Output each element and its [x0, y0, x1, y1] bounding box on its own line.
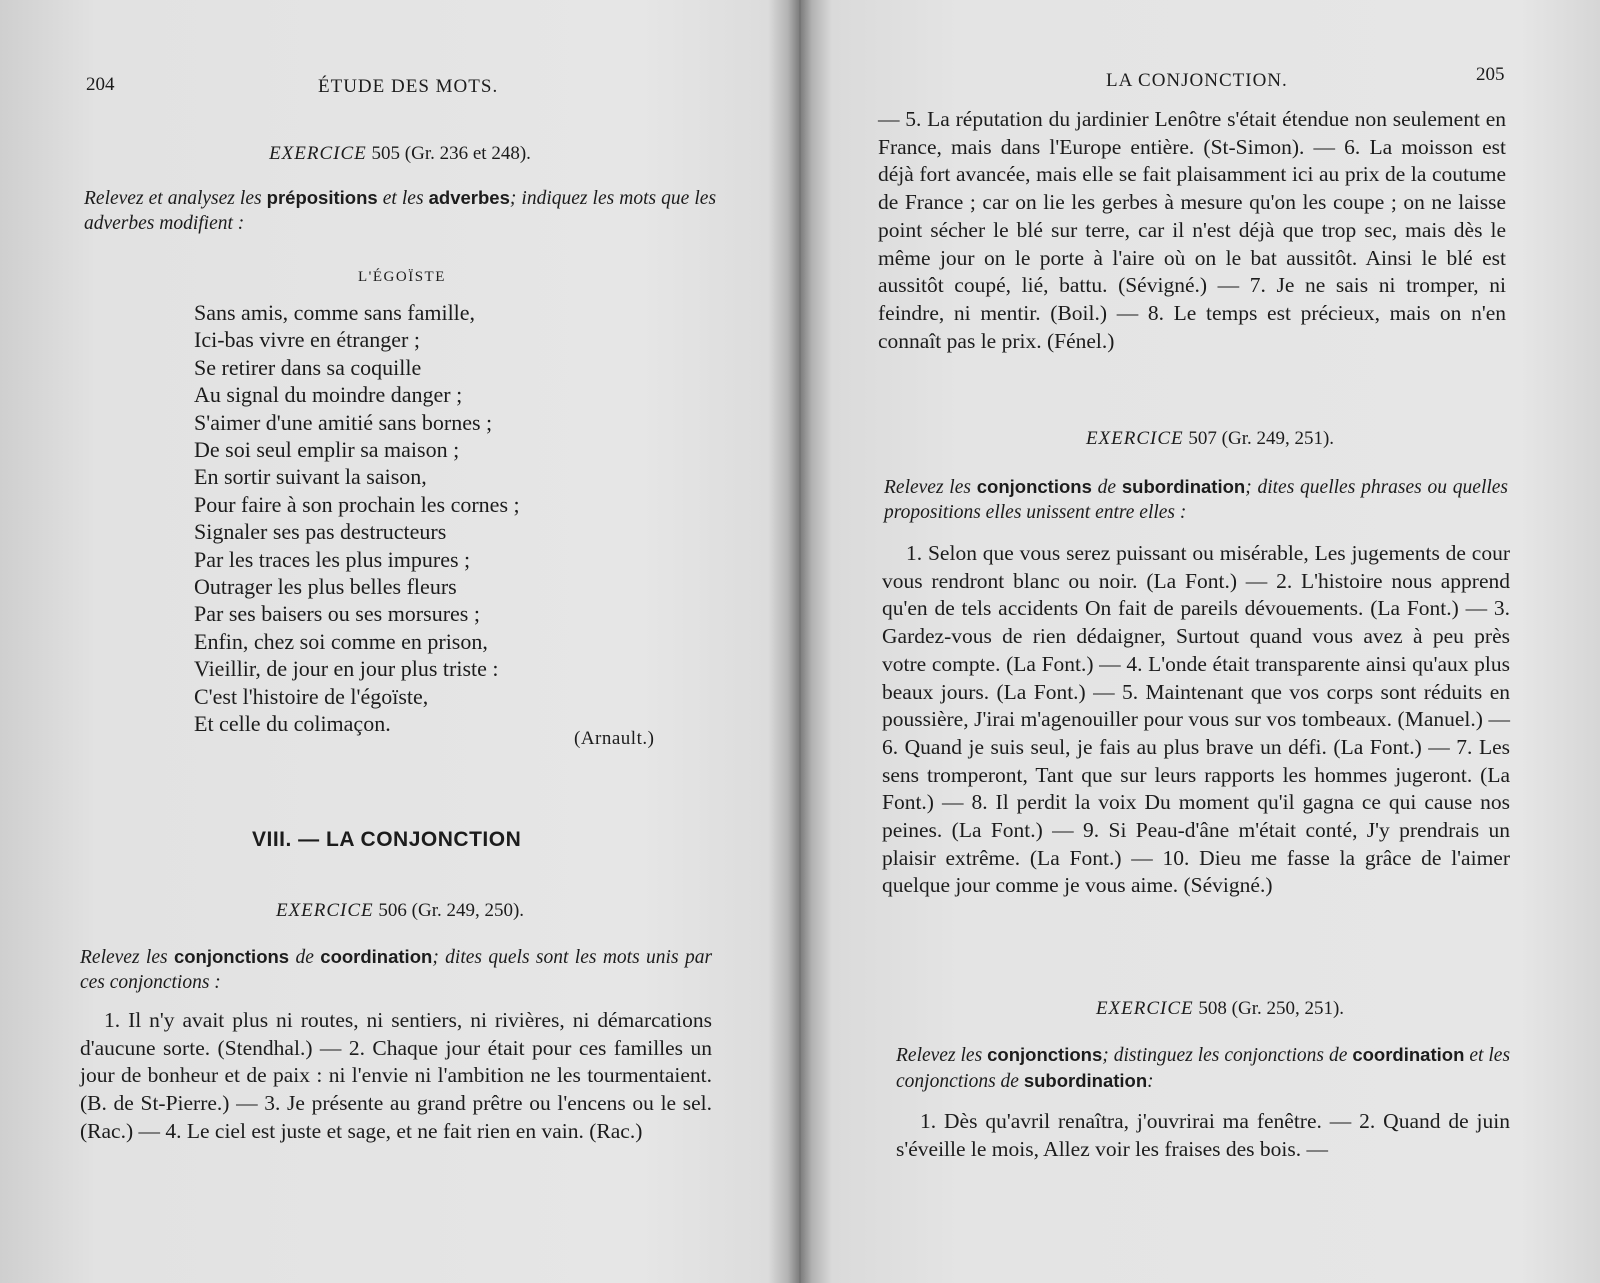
- poem-author: (Arnault.): [574, 728, 655, 749]
- exercise-507-instructions: Relevez les conjonctions de subordination; dites quelles phrases ou quelles propositions elles unissent entre elles :: [884, 476, 1509, 523]
- poem-line: Et celle du colimaçon.: [194, 711, 391, 737]
- exercise-506-heading: EXERCICE 506 (Gr. 249, 250).: [275, 900, 525, 921]
- poem-line: C'est l'histoire de l'égoïste,: [194, 683, 429, 709]
- page-number: 204: [86, 74, 115, 95]
- continued-text: — 5. La réputation du jardinier Lenôtre s'était étendue non seulement en France, mais dans l'Europe entière. (St-Simon). — 6. La moisson est déjà fort avancée, mais elle se fait plaisamment ici au prix de la coutume de France ; car on lie les gerbes à mesure qu'on les coupe ; on ne laisse point sécher le blé sur terre, car il n'est déjà que trop sec, mais dès le même jour on le porte à l'aire où on le bat aussitôt. Ainsi le blé est aussitôt coupé, lié, battu. (Sévigné.) — 7. Je ne sais ni tromper, ni feindre, ni mentir. (Boil.) — 8. Le temps est précieux, mais on n'en connaît pas le prix. (Fénel.): [878, 107, 1506, 353]
- exercise-505-heading: EXERCICE 505 (Gr. 236 et 248).: [269, 143, 531, 164]
- poem-line: Outrager les plus belles fleurs: [194, 574, 457, 600]
- exercise-507-heading: EXERCICE 507 (Gr. 249, 251).: [1085, 428, 1335, 449]
- poem-line: Par les traces les plus impures ;: [194, 546, 471, 572]
- poem-line: Par ses baisers ou ses morsures ;: [194, 601, 480, 627]
- poem-line: Sans amis, comme sans famille,: [194, 300, 476, 325]
- exercise-506-text: 1. Il n'y avait plus ni routes, ni sentiers, ni rivières, ni démarcations d'aucune sorte. (Stendhal.) — 2. Chaque jour était pour ces familles un jour de bonheur et de paix : ni l'envie ni l'ambition ne les tourmentaient. (B. de St-Pierre.) — 3. Je présente au grand prêtre ou l'encens ou le sel. (Rac.) — 4. Le ciel est juste et sage, et ne fait rien en vain. (Rac.): [80, 1008, 712, 1143]
- exercise-505-instructions: Relevez et analysez les prépositions et les adverbes; indiquez les mots que les adverbes modifient :: [84, 187, 717, 234]
- poem-line: De soi seul emplir sa maison ;: [194, 437, 460, 463]
- poem-line: Signaler ses pas destructeurs: [194, 519, 447, 545]
- poem-line: Pour faire à son prochain les cornes ;: [194, 491, 520, 517]
- exercise-506-instructions: Relevez les conjonctions de coordination; dites quels sont les mots unis par ces conjonctions :: [80, 946, 713, 993]
- page-number: 205: [1476, 64, 1505, 85]
- poem-line: Se retirer dans sa coquille: [194, 354, 422, 380]
- poem-line: Ici-bas vivre en étranger ;: [194, 327, 420, 353]
- section-title: VIII. — LA CONJONCTION: [252, 828, 522, 851]
- right-page: [800, 0, 1600, 1283]
- poem-line: En sortir suivant la saison,: [194, 464, 427, 490]
- running-head: LA CONJONCTION.: [1106, 70, 1288, 91]
- exercise-508-heading: EXERCICE 508 (Gr. 250, 251).: [1095, 998, 1345, 1019]
- exercise-507-text: 1. Selon que vous serez puissant ou misérable, Les jugements de cour vous rendront blanc ou noir. (La Font.) — 2. L'histoire nous apprend qu'en de tels accidents On fait de pareils dévouements. (La Font.) — 3. Gardez-vous de rien dédaigner, Surtout quand vous avez à peu près votre compte. (La Font.) — 4. L'onde était transparente ainsi qu'aux plus beaux jours. (La Font.) — 5. Maintenant que vos corps sont réduits en poussière, J'irai m'agenouiller pour vous sur vos tombeaux. (Manuel.) — 6. Quand je suis seul, je fais au plus brave un défi. (La Font.) — 7. Les sens tromperont, Tant que sur leurs rapports les hommes jugeront. (La Font.) — 8. Il perdit la voix Du moment qu'il gagna ce qui cause nos peines. (La Font.) — 9. Si Peau-d'âne m'était conté, J'y prendrais un plaisir extrême. (La Font.) — 10. Dieu me fasse la grâce de l'aimer quelque jour comme je vous aime. (Sévigné.): [882, 541, 1510, 898]
- poem-line: Vieillir, de jour en jour plus triste :: [194, 656, 499, 682]
- poem-title: L'ÉGOÏSTE: [358, 269, 446, 285]
- poem-line: Au signal du moindre danger ;: [194, 382, 463, 408]
- exercise-508-text: 1. Dès qu'avril renaîtra, j'ouvrirai ma fenêtre. — 2. Quand de juin s'éveille le mois, Allez voir les fraises des bois. —: [896, 1109, 1510, 1161]
- poem-line: Enfin, chez soi comme en prison,: [194, 628, 488, 654]
- running-head: ÉTUDE DES MOTS.: [318, 76, 499, 97]
- poem: [194, 299, 520, 738]
- exercise-508-instructions: Relevez les conjonctions; distinguez les conjonctions de coordination et les conjonctions de subordination:: [896, 1044, 1511, 1092]
- poem-line: S'aimer d'une amitié sans bornes ;: [194, 409, 493, 435]
